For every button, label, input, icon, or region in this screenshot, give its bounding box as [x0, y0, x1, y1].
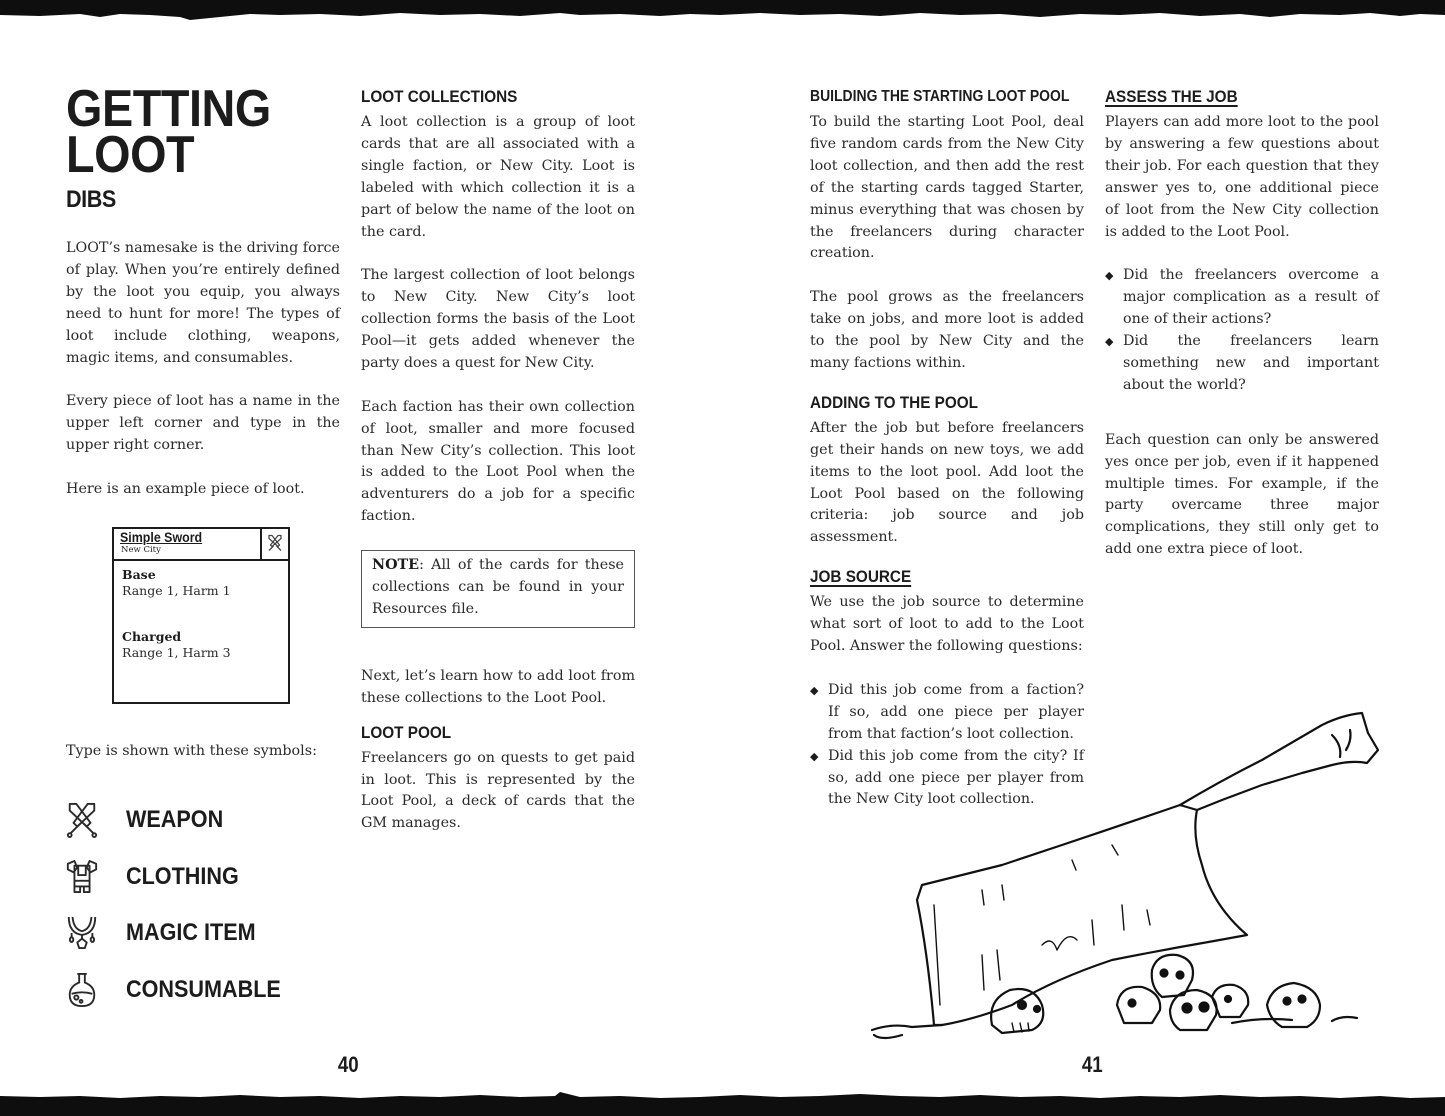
note-text: : All of the cards for these collections can be found in your Resources file.	[372, 557, 624, 617]
type-label: CLOTHING	[126, 862, 239, 890]
necklace-icon	[65, 913, 99, 953]
bullet-text: Did the freelancers overcome a major complication as a result of one of their actions?	[1123, 267, 1379, 328]
body-paragraph: To build the starting Loot Pool, deal five random cards from the New City loot collection, and then add the rest of the starting cards tagged Starter, minus everything that was chosen by the freelancers during character creation.	[810, 114, 1084, 262]
card-loot-name: Simple Sword	[120, 530, 203, 545]
loot-type-legend	[64, 792, 298, 1018]
bullet-text: Did this job come from the city? If so, add one piece per player from the New City loot collection.	[828, 747, 1084, 808]
body-paragraph: Each faction has their own collection of loot, smaller and more focused than New City’s collection. This loot is added to the Loot Pool when the adventurers do a job for a specific faction.	[361, 398, 635, 525]
section-heading-job-source: JOB SOURCE	[810, 567, 912, 587]
type-row-consumable	[64, 962, 298, 1019]
cleaver-with-skulls-illustration	[862, 705, 1384, 1040]
body-paragraph: Each question can only be answered yes once per job, even if it happened multiple times. For example, if the party overcame three major complications, they still only get to add one extra piece of loot.	[1105, 431, 1379, 558]
types-intro	[66, 741, 340, 763]
card-header	[114, 529, 288, 561]
diamond-bullet-icon: ◆	[810, 749, 819, 763]
body-paragraph: After the job but before freelancers get their hands on new toys, we add items to the loot pool. Add loot the Loot Pool based on the following criteria: job source and job assessment.	[810, 419, 1084, 546]
ability-label: Charged	[122, 629, 182, 644]
type-row-weapon	[64, 792, 298, 849]
bullet-text: Did the freelancers learn something new and important about the world?	[1123, 333, 1379, 393]
crossed-swords-icon	[266, 533, 284, 555]
section-heading-building: BUILDING THE STARTING LOOT POOL	[810, 88, 1070, 105]
section-heading-loot-pool: LOOT POOL	[361, 722, 452, 742]
intro-column	[66, 238, 340, 501]
armor-icon	[65, 857, 99, 897]
body-paragraph: Next, let’s learn how to add loot from these collections to the Loot Pool.	[361, 667, 635, 706]
card-body	[114, 561, 288, 667]
assess-column	[1105, 86, 1379, 561]
page-number-left: 40	[337, 1052, 359, 1077]
body-paragraph: Players can add more loot to the pool by answering a few questions about their job. For each question that they answer yes to, one additional piece of loot from the New City collection is added to the Loot Pool.	[1105, 114, 1379, 240]
section-heading-adding: ADDING TO THE POOL	[810, 392, 979, 412]
potion-flask-icon	[65, 970, 99, 1010]
card-type-box	[260, 529, 288, 559]
crossed-swords-icon	[65, 800, 99, 840]
title-line-1: GETTING	[66, 80, 271, 138]
types-intro-text: Type is shown with these symbols:	[66, 743, 317, 759]
body-paragraph: The largest collection of loot belongs to New City. New City’s loot collection forms the basis of the Loot Pool—it gets added whenever the party does a quest for New City.	[361, 267, 635, 371]
body-paragraph: The pool grows as the freelancers take on jobs, and more loot is added to the pool by New City and the many factions within.	[810, 289, 1084, 371]
torn-paper-bottom-border	[0, 1090, 1445, 1116]
example-loot-card	[112, 527, 290, 704]
section-heading-loot-collections: LOOT COLLECTIONS	[361, 87, 518, 106]
bullet-item	[1105, 265, 1379, 331]
page-subtitle: DIBS	[66, 186, 116, 213]
body-paragraph: We use the job source to determine what sort of loot to add to the Loot Pool. Answer the following questions:	[810, 594, 1084, 655]
bullet-text: Did this job come from a faction? If so, add one piece per player from that faction’s loot collection.	[828, 681, 1084, 742]
loot-collections-column	[361, 86, 635, 835]
torn-paper-top-border	[0, 0, 1445, 22]
ability-value: Range 1, Harm 3	[122, 645, 231, 660]
note-label: NOTE	[372, 557, 420, 574]
card-collection: New City	[121, 545, 161, 555]
intro-paragraph: Here is an example piece of loot.	[66, 480, 305, 497]
type-row-magic-item	[64, 905, 298, 962]
note-box	[361, 550, 635, 628]
type-label: MAGIC ITEM	[126, 919, 256, 947]
intro-paragraph: Every piece of loot has a name in the upper left corner and type in the upper right corner.	[66, 393, 340, 454]
diamond-bullet-icon: ◆	[1105, 335, 1114, 349]
page-title	[66, 80, 271, 184]
bullet-item	[1105, 331, 1379, 397]
intro-paragraph: LOOT’s namesake is the driving force of play. When you’re entirely defined by the loot you equip, you always need to hunt for more! The types of loot include clothing, weapons, magic items, and consumables.	[66, 240, 340, 366]
page-number-right: 41	[1081, 1052, 1103, 1077]
ability-label: Base	[122, 567, 156, 582]
section-heading-assess: ASSESS THE JOB	[1105, 87, 1238, 106]
title-line-2: LOOT	[66, 126, 195, 184]
type-row-clothing	[64, 849, 298, 906]
type-label: WEAPON	[126, 806, 224, 834]
body-paragraph: Freelancers go on quests to get paid in loot. This is represented by the Loot Pool, a deck of cards that the GM manages.	[361, 749, 635, 832]
building-column	[810, 86, 1084, 811]
diamond-bullet-icon: ◆	[1105, 269, 1114, 283]
ability-value: Range 1, Harm 1	[122, 583, 231, 598]
body-paragraph: A loot collection is a group of loot cards that are all associated with a single faction, or New City. Loot is labeled with which collection it is a part of below the name of the loot on the card.	[361, 114, 635, 240]
type-label: CONSUMABLE	[126, 975, 281, 1003]
diamond-bullet-icon: ◆	[810, 683, 819, 697]
